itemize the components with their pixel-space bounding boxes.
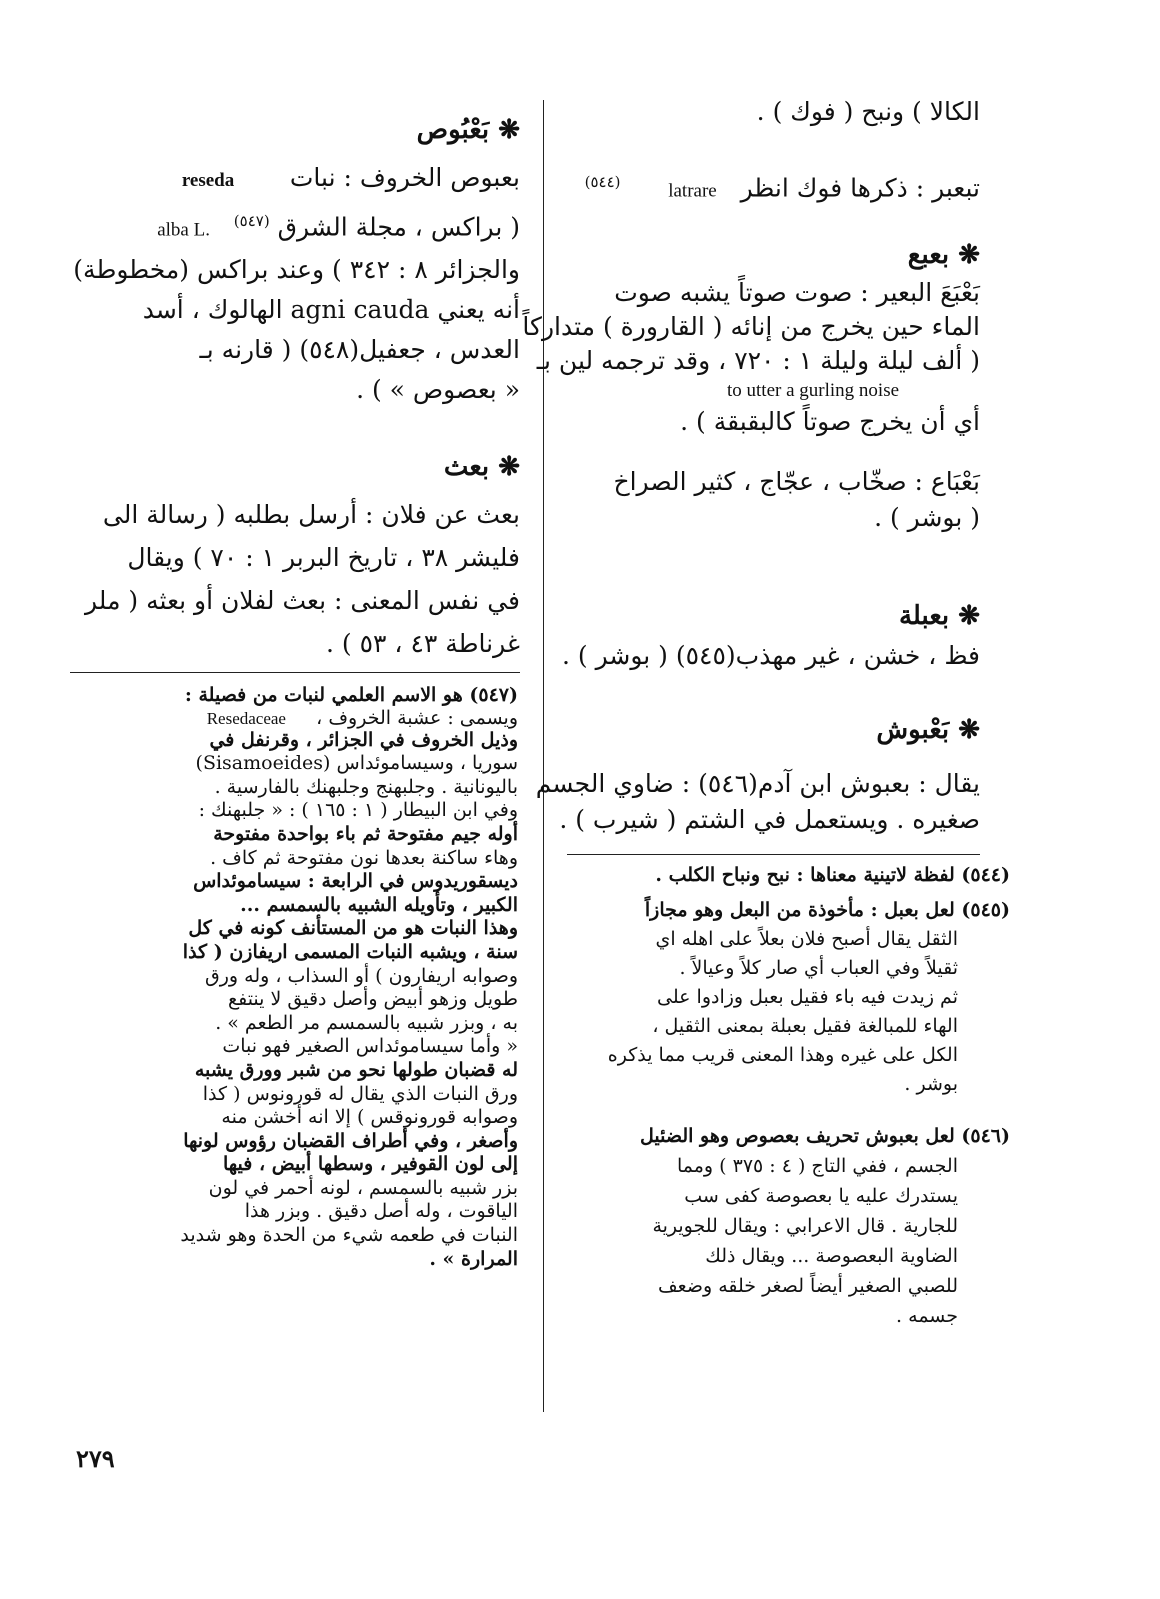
entry-heading: ❋ بعبلة (898, 601, 980, 631)
footnote-line: وفي ابن البيطار ( ١ : ١٦٥ ) : « جلبهنك : (198, 799, 518, 822)
entry-bahla (562, 598, 980, 672)
entry-latin-text: to utter a gurling noise (727, 380, 900, 401)
entry-line: غرناطة ٤٣ ، ٥٣ ) . (326, 629, 520, 658)
entry-line: يقال : بعبوش ابن آدم(٥٤٦) : ضاوي الجسم (535, 769, 980, 798)
entry-heading: ❋ بَعْبُوص (416, 115, 520, 145)
footnote-line: الثقل يقال أصبح فلان بعلاً على اهله اي (655, 927, 958, 950)
entry-line: صغيره . ويستعمل في الشتم ( شيرب ) . (559, 805, 980, 834)
entry-heading: ❋ بعث (443, 452, 520, 482)
entry-line: والجزائر ٨ : ٣٤٢ ) وعند براكس (مخطوطة) (73, 255, 520, 285)
entry-line: بَعْبَعَ البعير : صوت صوتاً يشبه صوت (614, 278, 980, 307)
latin-term: reseda (181, 170, 235, 191)
footnote-line: « وأما سيساموئداس الصغير فهو نبات (222, 1035, 518, 1058)
page-number: ٢٧٩ (76, 1444, 115, 1473)
entry-line: الماء حين يخرج من إنائه ( القارورة ) متداركاً (522, 312, 980, 341)
footnote-line: (٥٤٤) لفظة لاتينية معناها : نبح ونباح الكلب . (655, 864, 1010, 886)
footnote-line: له قضبان طولها نحو من شبر وورق يشبه (194, 1058, 518, 1081)
footnote-line: للجارية . قال الاعرابي : ويقال للجويرية (652, 1214, 958, 1237)
tabbar-text: تبعبر : ذكرها فوك انظر (740, 173, 980, 203)
footnote-line: وهاء ساكنة بعدها نون مفتوحة ثم كاف . (210, 846, 518, 869)
footnote-line: به ، وبزر شبيه بالسمسم مر الطعم » . (215, 1011, 518, 1034)
footnote-line: ثقيلاً وفي العباب أي صار كلاً وعيالاً . (679, 956, 958, 979)
footnote-line: (٥٤٥) لعل بعبل : مأخوذة من البعل وهو مجازاً (644, 898, 1010, 921)
footnote-line: النبات في طعمه شيء من الحدة وهو شديد (180, 1224, 518, 1247)
entry-line: بعث عن فلان : أرسل بطلبه ( رسالة الى (102, 500, 520, 529)
footnote-line: سوريا ، وسيساموئداس (Sisamoeides) (195, 752, 518, 775)
entry-baba (522, 237, 980, 534)
footnote-line: وصوابه قورونوقس ) إلا انه أخشن منه (221, 1106, 518, 1129)
footnote-line: للصبي الصغير أيضاً لصغر خلقه وضعف (658, 1274, 958, 1297)
footnote-line: وذيل الخروف في الجزائر ، وقرنفل في (209, 728, 518, 751)
entry-line: ( ألف ليلة وليلة ١ : ٧٢٠ ، وقد ترجمه لين بـ (536, 346, 980, 375)
entry-line: العدس ، جعفيل(٥٤٨) ( قارنه بـ (199, 335, 520, 365)
footnote-separator-right (567, 854, 980, 855)
tabbar-latin: latrare (668, 180, 717, 202)
entry-line: في نفس المعنى : بعث لفلان أو بعثه ( ملر (85, 586, 520, 615)
entry-line (70, 162, 520, 197)
entry-line (70, 205, 520, 246)
entry-text: بعبوص الخروف : نبات (289, 163, 520, 192)
footnote-line: أوله جيم مفتوحة ثم باء بواحدة مفتوحة (213, 822, 518, 845)
footnote-line: الهاء للمبالغة فقيل بعبلة بمعنى الثقيل ، (652, 1014, 958, 1037)
right-column (562, 96, 980, 207)
footnote-line: الكبير ، وتأويله الشبيه بالسمسم ... (240, 893, 518, 916)
footnote-line: إلى لون القوفير ، وسطها أبيض ، فيها (223, 1153, 518, 1176)
footnote-line: وهذا النبات هو من المستأنف كونه في كل (188, 917, 518, 940)
footnote-text: ويسمى : عشبة الخروف ، (316, 706, 518, 729)
right-footnotes (562, 864, 1010, 1331)
footnote-line: باليونانية . وجلبهنج وجلبهنك بالفارسية . (214, 775, 518, 798)
footnote-line: طويل وزهو أبيض وأصل دقيق لا ينتفع (227, 988, 518, 1011)
footnote-line: ديسقوريدوس في الرابعة : سيساموئداس (193, 870, 518, 893)
footnote-line: الكل على غيره وهذا المعنى قريب مما يذكره (607, 1043, 958, 1066)
entry-baath (70, 449, 520, 660)
footnote-line (60, 708, 518, 729)
entry-heading: ❋ بعبع (907, 240, 980, 270)
footnote-separator-left (70, 672, 520, 673)
tabbar-ref: (٥٤٤) (584, 173, 621, 191)
footnote-line: بزر شبيه بالسمسم ، لونه أحمر في لون (208, 1176, 518, 1199)
top-line: الكالا ) ونبح ( فوك ) . (756, 97, 980, 126)
entry-line: فليشر ٣٨ ، تاريخ البربر ١ : ٧٠ ) ويقال (127, 543, 520, 572)
footnote-line: الياقوت ، وله أصل دقيق . وبزر هذا (244, 1200, 518, 1223)
left-footnotes (60, 684, 518, 1271)
footnote-line: الجسم ، ففي التاج ( ٤ : ٣٧٥ ) ومما (676, 1154, 958, 1177)
tabbar-line (562, 166, 980, 207)
entry-baabous (70, 112, 520, 406)
footnote-line: جسمه . (896, 1304, 958, 1327)
footnote-line: ورق النبات الذي يقال له قورونوس ( كذا (202, 1082, 518, 1105)
footnote-line: (٥٤٦) لعل بعبوش تحريف بعصوص وهو الضئيل (640, 1124, 1010, 1147)
footnote-line: وأصغر ، وفي أطراف القضبان رؤوس لونها (183, 1129, 518, 1152)
footnote-line: بوشر . (904, 1072, 958, 1095)
footnote-line: يستدرك عليه يا بعصوصة كفى سب (684, 1184, 958, 1207)
entry-line: أنه يعني agni cauda الهالوك ، أسد (142, 295, 520, 325)
entry-line: بَعْبَاع : صخّاب ، عجّاج ، كثير الصراخ (613, 467, 980, 496)
entry-heading: ❋ بَعْبوش (876, 715, 980, 745)
footnote-line: وصوابه اريفارون ) أو السذاب ، وله ورق (205, 964, 518, 987)
footnote-latin: Resedaceae (206, 708, 286, 728)
column-divider (543, 100, 544, 1412)
entry-line: « بعصوص » ) . (356, 375, 520, 405)
footnote-ref: (٥٤٧) (233, 212, 270, 230)
footnote-line: ثم زيدت فيه باء فقيل بعبل وزادوا على (657, 985, 958, 1008)
footnote-line: الضاوية البعصوصة ... ويقال ذلك (705, 1244, 958, 1267)
footnote-line: سنة ، ويشبه النبات المسمى اريفازن ( كذا (182, 940, 518, 963)
entry-line: أي أن يخرج صوتاً كالبقبقة ) . (680, 407, 980, 436)
entry-text: ( براكس ، مجلة الشرق (277, 212, 520, 242)
footnote-line: المرارة » . (429, 1247, 518, 1270)
footnote-line: (٥٤٧) هو الاسم العلمي لنبات من فصيلة : (184, 684, 518, 706)
latin-term: alba L. (157, 219, 210, 241)
entry-line: ( بوشر ) . (874, 503, 980, 532)
entry-latin (562, 377, 980, 402)
entry-baboush (535, 712, 980, 836)
entry-line: فظ ، خشن ، غير مهذب(٥٤٥) ( بوشر ) . (562, 641, 980, 670)
